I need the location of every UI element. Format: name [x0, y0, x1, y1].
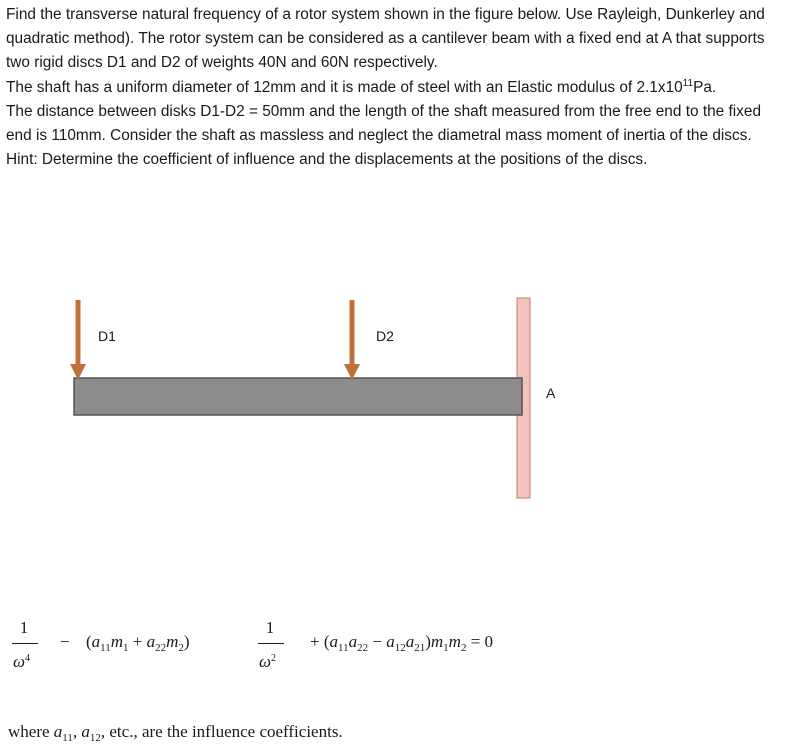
frac2-denominator: $\omega^2$	[259, 652, 277, 671]
frac1-numerator: 1	[19, 618, 29, 637]
disc2-label: D2	[376, 328, 394, 344]
disc1-label: D1	[98, 328, 116, 344]
support-label: A	[546, 385, 556, 401]
term-mass-sum: $(a_{11}m_1 + a_{22}m_2)$	[86, 632, 190, 654]
problem-hint: Hint: Determine the coefficient of influence and the displacements at the positions of the discs.	[6, 151, 648, 169]
shaft	[74, 378, 522, 415]
problem-intro: Find the transverse natural frequency of a rotor system shown in the figure below. Use Rayleigh, Dunkerley and quadratic method). The rotor system can be considered as a cantilever beam with a fixed end at A that supports two rigid discs D1 and D2 of weights 40N and 60N respectively.	[6, 6, 765, 72]
frac2-bar	[258, 643, 284, 644]
minus-sign: −	[60, 632, 70, 651]
frac1-bar	[12, 643, 38, 644]
disc1-load-arrow	[70, 300, 86, 380]
term-product: + $(a_{11}a_{22} - a_{12}a_{21})m_1m_2 = 0$	[310, 632, 494, 654]
rotor-figure	[0, 280, 785, 505]
problem-distance: The distance between disks D1-D2 = 50mm and the length of the shaft measured from the free end to the fixed end is 110mm. Consider the shaft as massless and neglect the diametral mass moment of inertia of the discs.	[6, 102, 761, 145]
problem-shaft	[6, 76, 784, 100]
frequency-equation	[0, 605, 785, 695]
equation-footnote: where $a_{11}$, $a_{12}$, etc., are the influence coefficients.	[8, 722, 343, 744]
frac1-denominator: $\omega^4$	[13, 652, 31, 671]
shaft-unit: Pa.	[693, 78, 717, 96]
problem-statement	[6, 3, 784, 172]
shaft-exponent: 11	[682, 77, 694, 89]
shaft-text: The shaft has a uniform diameter of 12mm and it is made of steel with an Elastic modulus of 2.1x10	[6, 78, 683, 96]
frac2-numerator: 1	[265, 618, 275, 637]
disc2-load-arrow	[344, 300, 360, 380]
